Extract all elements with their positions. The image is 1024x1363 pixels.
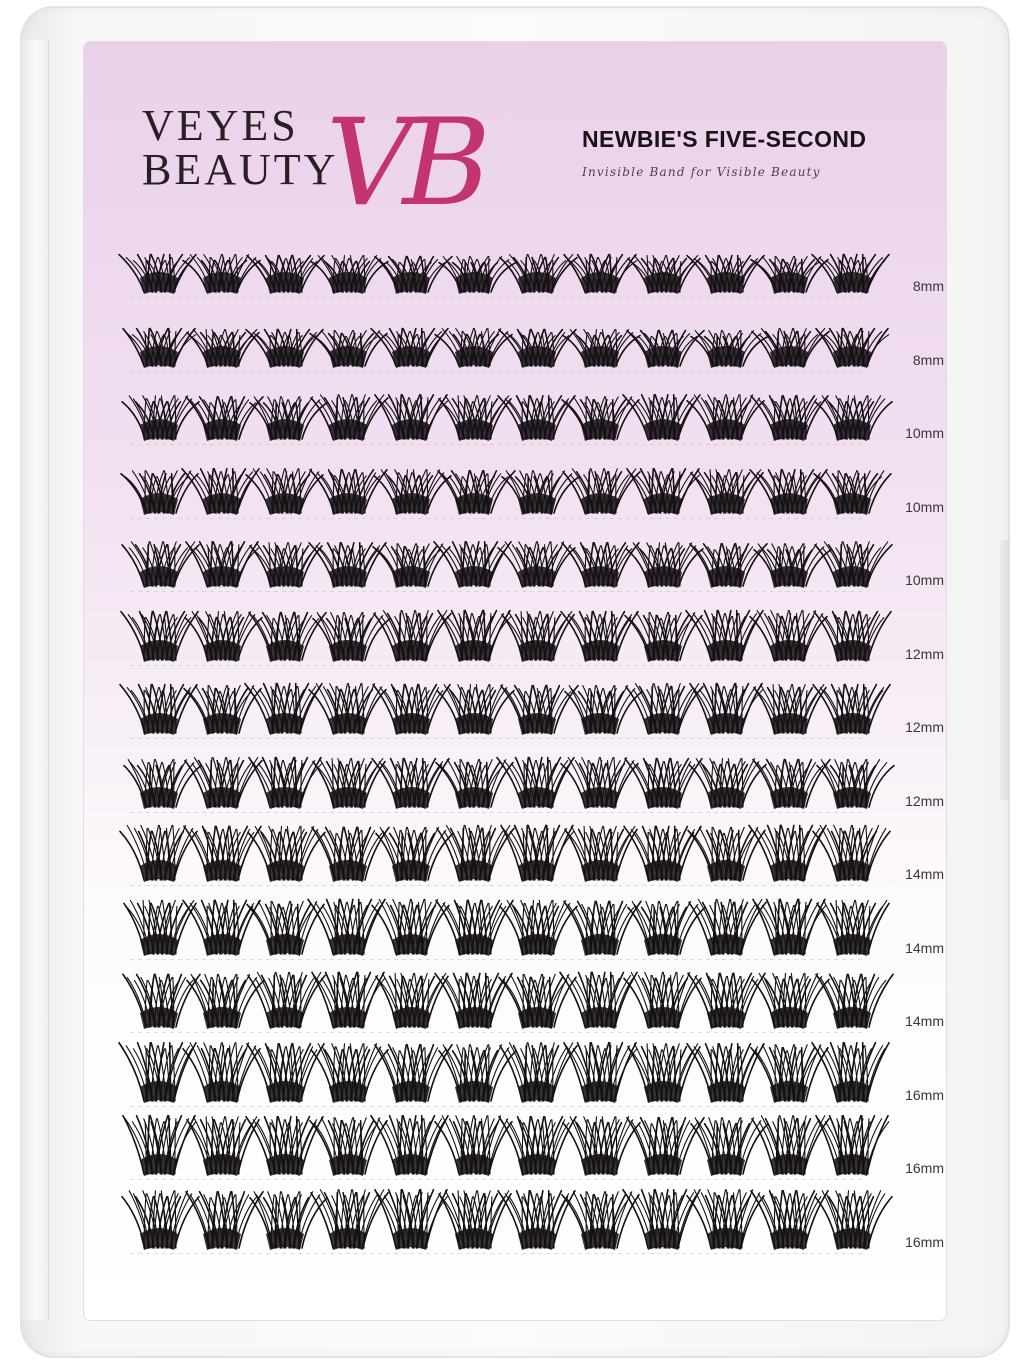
lash-cluster	[128, 232, 190, 304]
lash-cluster	[317, 747, 379, 819]
lash-cluster	[758, 1188, 820, 1260]
lash-cluster	[506, 526, 568, 598]
lash-cluster	[380, 453, 442, 525]
lash-cluster	[128, 600, 190, 672]
lash-cluster	[569, 1041, 631, 1113]
lash-cluster	[317, 306, 379, 378]
lash-row	[114, 306, 944, 378]
lash-cluster	[380, 673, 442, 745]
lash-cluster	[506, 967, 568, 1039]
lash-length-label: 14mm	[905, 939, 944, 956]
lash-cluster	[128, 894, 190, 966]
lash-cluster	[632, 967, 694, 1039]
lash-cluster	[758, 453, 820, 525]
lash-length-label: 14mm	[905, 1013, 944, 1029]
lash-cluster	[254, 379, 316, 451]
lash-row	[114, 820, 944, 892]
lash-cluster	[443, 600, 505, 672]
lash-cluster	[569, 379, 631, 451]
lash-cluster	[128, 1041, 190, 1113]
lash-length-label: 10mm	[905, 572, 944, 588]
lash-row	[114, 379, 944, 451]
lash-cluster	[758, 747, 820, 819]
lash-cluster	[569, 232, 631, 304]
lash-cluster	[254, 747, 316, 819]
lash-cluster	[506, 379, 568, 451]
lash-cluster	[695, 379, 757, 451]
lash-cluster	[191, 306, 253, 378]
lash-row	[114, 894, 944, 966]
lash-cluster	[632, 1114, 694, 1186]
lash-row	[114, 526, 944, 598]
lash-cluster	[443, 526, 505, 598]
lash-length-label: 16mm	[905, 1233, 944, 1250]
lash-cluster	[506, 894, 568, 966]
lash-cluster	[758, 379, 820, 451]
lash-cluster	[758, 967, 820, 1039]
lash-cluster	[632, 820, 694, 892]
lash-cluster	[191, 1188, 253, 1260]
lash-cluster	[443, 1188, 505, 1260]
lash-cluster	[443, 1114, 505, 1186]
lash-cluster	[443, 673, 505, 745]
lash-cluster	[317, 232, 379, 304]
lash-cluster	[443, 379, 505, 451]
lash-cluster	[632, 600, 694, 672]
lash-cluster	[254, 453, 316, 525]
lash-cluster	[569, 820, 631, 892]
lash-cluster	[317, 967, 379, 1039]
lash-cluster	[506, 1188, 568, 1260]
lash-cluster	[758, 306, 820, 378]
tagline-block	[582, 126, 922, 179]
lash-cluster	[506, 232, 568, 304]
lash-cluster	[569, 673, 631, 745]
lash-cluster	[380, 894, 442, 966]
lash-cluster	[254, 306, 316, 378]
lash-length-label: 14mm	[905, 866, 944, 882]
lash-row	[114, 967, 944, 1039]
lash-cluster	[695, 600, 757, 672]
lash-cluster	[506, 1114, 568, 1186]
lash-length-label: 16mm	[905, 1086, 944, 1103]
lash-cluster	[443, 967, 505, 1039]
lash-cluster	[632, 1188, 694, 1260]
lash-cluster	[254, 673, 316, 745]
lash-cluster	[191, 820, 253, 892]
lash-cluster	[695, 747, 757, 819]
lash-cluster	[695, 1041, 757, 1113]
lash-row	[114, 747, 944, 819]
lash-cluster	[569, 747, 631, 819]
lash-cluster	[758, 1041, 820, 1113]
lash-cluster	[254, 526, 316, 598]
lash-cluster	[128, 820, 190, 892]
lash-cluster	[317, 1114, 379, 1186]
lash-cluster	[821, 967, 883, 1039]
lash-cluster	[191, 526, 253, 598]
lash-cluster	[443, 232, 505, 304]
lash-length-label: 12mm	[905, 645, 944, 662]
lash-cluster	[380, 232, 442, 304]
lash-cluster	[821, 894, 883, 966]
lash-cluster	[128, 673, 190, 745]
lash-length-label: 12mm	[905, 719, 944, 735]
case-latch	[1000, 540, 1010, 800]
lash-cluster	[443, 453, 505, 525]
lash-cluster	[191, 894, 253, 966]
lash-cluster	[821, 1114, 883, 1186]
lash-cluster	[254, 894, 316, 966]
lash-cluster	[821, 1188, 883, 1260]
lash-cluster	[191, 379, 253, 451]
lash-cluster	[128, 379, 190, 451]
lash-cluster	[254, 232, 316, 304]
lash-cluster	[443, 306, 505, 378]
lash-cluster	[317, 673, 379, 745]
lash-cluster	[191, 967, 253, 1039]
lash-cluster	[317, 453, 379, 525]
lash-cluster	[380, 526, 442, 598]
lash-cluster	[632, 453, 694, 525]
lash-cluster	[380, 820, 442, 892]
lash-cluster	[821, 526, 883, 598]
lash-cluster	[191, 600, 253, 672]
lash-cluster	[569, 306, 631, 378]
lash-cluster	[695, 526, 757, 598]
lash-cluster	[695, 306, 757, 378]
lash-cluster	[191, 232, 253, 304]
lash-cluster	[128, 967, 190, 1039]
lash-cluster	[317, 600, 379, 672]
lash-cluster	[380, 747, 442, 819]
vb-monogram-logo	[316, 82, 516, 242]
lash-cluster	[317, 1188, 379, 1260]
lash-tray	[114, 232, 944, 1304]
lash-cluster	[632, 526, 694, 598]
lash-cluster	[569, 1114, 631, 1186]
lash-cluster	[821, 379, 883, 451]
lash-cluster	[317, 1041, 379, 1113]
lash-cluster	[380, 379, 442, 451]
lash-cluster	[758, 820, 820, 892]
lash-cluster	[632, 379, 694, 451]
lash-row	[114, 1188, 944, 1260]
vb-monogram-text: VB	[326, 94, 481, 233]
lash-cluster	[632, 1041, 694, 1113]
lash-length-label: 8mm	[912, 278, 944, 294]
lash-cluster	[443, 1041, 505, 1113]
lash-cluster	[695, 232, 757, 304]
lash-cluster	[695, 1188, 757, 1260]
case-hinge	[20, 40, 49, 1320]
lash-row	[114, 232, 944, 304]
lash-cluster	[506, 600, 568, 672]
lash-cluster	[632, 306, 694, 378]
product-card	[84, 42, 946, 1320]
lash-cluster	[254, 1041, 316, 1113]
lash-cluster	[380, 306, 442, 378]
lash-cluster	[128, 1188, 190, 1260]
lash-cluster	[191, 1114, 253, 1186]
lash-cluster	[821, 1041, 883, 1113]
lash-cluster	[254, 1188, 316, 1260]
lash-length-label: 10mm	[905, 498, 944, 515]
lash-length-label: 12mm	[905, 792, 944, 809]
lash-cluster	[569, 453, 631, 525]
lash-cluster	[821, 306, 883, 378]
lash-cluster	[443, 747, 505, 819]
lash-cluster	[254, 967, 316, 1039]
lash-length-label: 10mm	[905, 425, 944, 441]
brand-name-line-2: BEAUTY	[142, 145, 339, 194]
lash-cluster	[821, 600, 883, 672]
lash-length-label: 8mm	[912, 351, 944, 368]
lash-cluster	[695, 1114, 757, 1186]
lash-cluster	[821, 820, 883, 892]
lash-cluster	[254, 820, 316, 892]
lash-cluster	[758, 1114, 820, 1186]
lash-cluster	[569, 967, 631, 1039]
lash-cluster	[506, 1041, 568, 1113]
lash-cluster	[632, 673, 694, 745]
lash-cluster	[380, 600, 442, 672]
lash-cluster	[191, 1041, 253, 1113]
lash-cluster	[695, 967, 757, 1039]
lash-cluster	[569, 1188, 631, 1260]
lash-cluster	[191, 747, 253, 819]
lash-cluster	[191, 453, 253, 525]
lash-cluster	[758, 894, 820, 966]
lash-cluster	[506, 453, 568, 525]
lash-cluster	[128, 1114, 190, 1186]
lash-cluster	[632, 747, 694, 819]
lash-cluster	[128, 526, 190, 598]
lash-row	[114, 673, 944, 745]
lash-cluster	[443, 820, 505, 892]
lash-cluster	[506, 673, 568, 745]
lash-cluster	[128, 453, 190, 525]
lash-cluster	[632, 894, 694, 966]
brand-name-line-1: VEYES	[142, 101, 299, 150]
lash-row	[114, 453, 944, 525]
lash-cluster	[758, 526, 820, 598]
lash-cluster	[317, 820, 379, 892]
lash-cluster	[821, 673, 883, 745]
lash-cluster	[506, 306, 568, 378]
lash-cluster	[317, 894, 379, 966]
lash-cluster	[569, 526, 631, 598]
lash-cluster	[758, 673, 820, 745]
lash-row	[114, 1041, 944, 1113]
lash-row	[114, 600, 944, 672]
lash-cluster	[758, 232, 820, 304]
lash-cluster	[821, 232, 883, 304]
lash-cluster	[128, 747, 190, 819]
lash-cluster	[317, 379, 379, 451]
lash-row	[114, 1114, 944, 1186]
lash-cluster	[380, 1041, 442, 1113]
lash-cluster	[380, 967, 442, 1039]
lash-cluster	[254, 1114, 316, 1186]
lash-cluster	[443, 894, 505, 966]
lash-cluster	[695, 453, 757, 525]
lash-cluster	[380, 1114, 442, 1186]
lash-cluster	[569, 600, 631, 672]
lash-cluster	[569, 894, 631, 966]
lash-length-label: 16mm	[905, 1160, 944, 1176]
lash-cluster	[632, 232, 694, 304]
lash-cluster	[191, 673, 253, 745]
lash-cluster	[506, 747, 568, 819]
lash-cluster	[317, 526, 379, 598]
product-headline: NEWBIE'S FIVE-SECOND	[582, 126, 867, 152]
lash-cluster	[380, 1188, 442, 1260]
lash-cluster	[128, 306, 190, 378]
product-subline: Invisible Band for Visible Beauty	[582, 165, 821, 179]
lash-cluster	[695, 673, 757, 745]
lash-cluster	[254, 600, 316, 672]
lash-cluster	[821, 453, 883, 525]
lash-cluster	[695, 820, 757, 892]
lash-cluster	[695, 894, 757, 966]
lash-cluster	[758, 600, 820, 672]
lash-cluster	[821, 747, 883, 819]
lash-cluster	[506, 820, 568, 892]
